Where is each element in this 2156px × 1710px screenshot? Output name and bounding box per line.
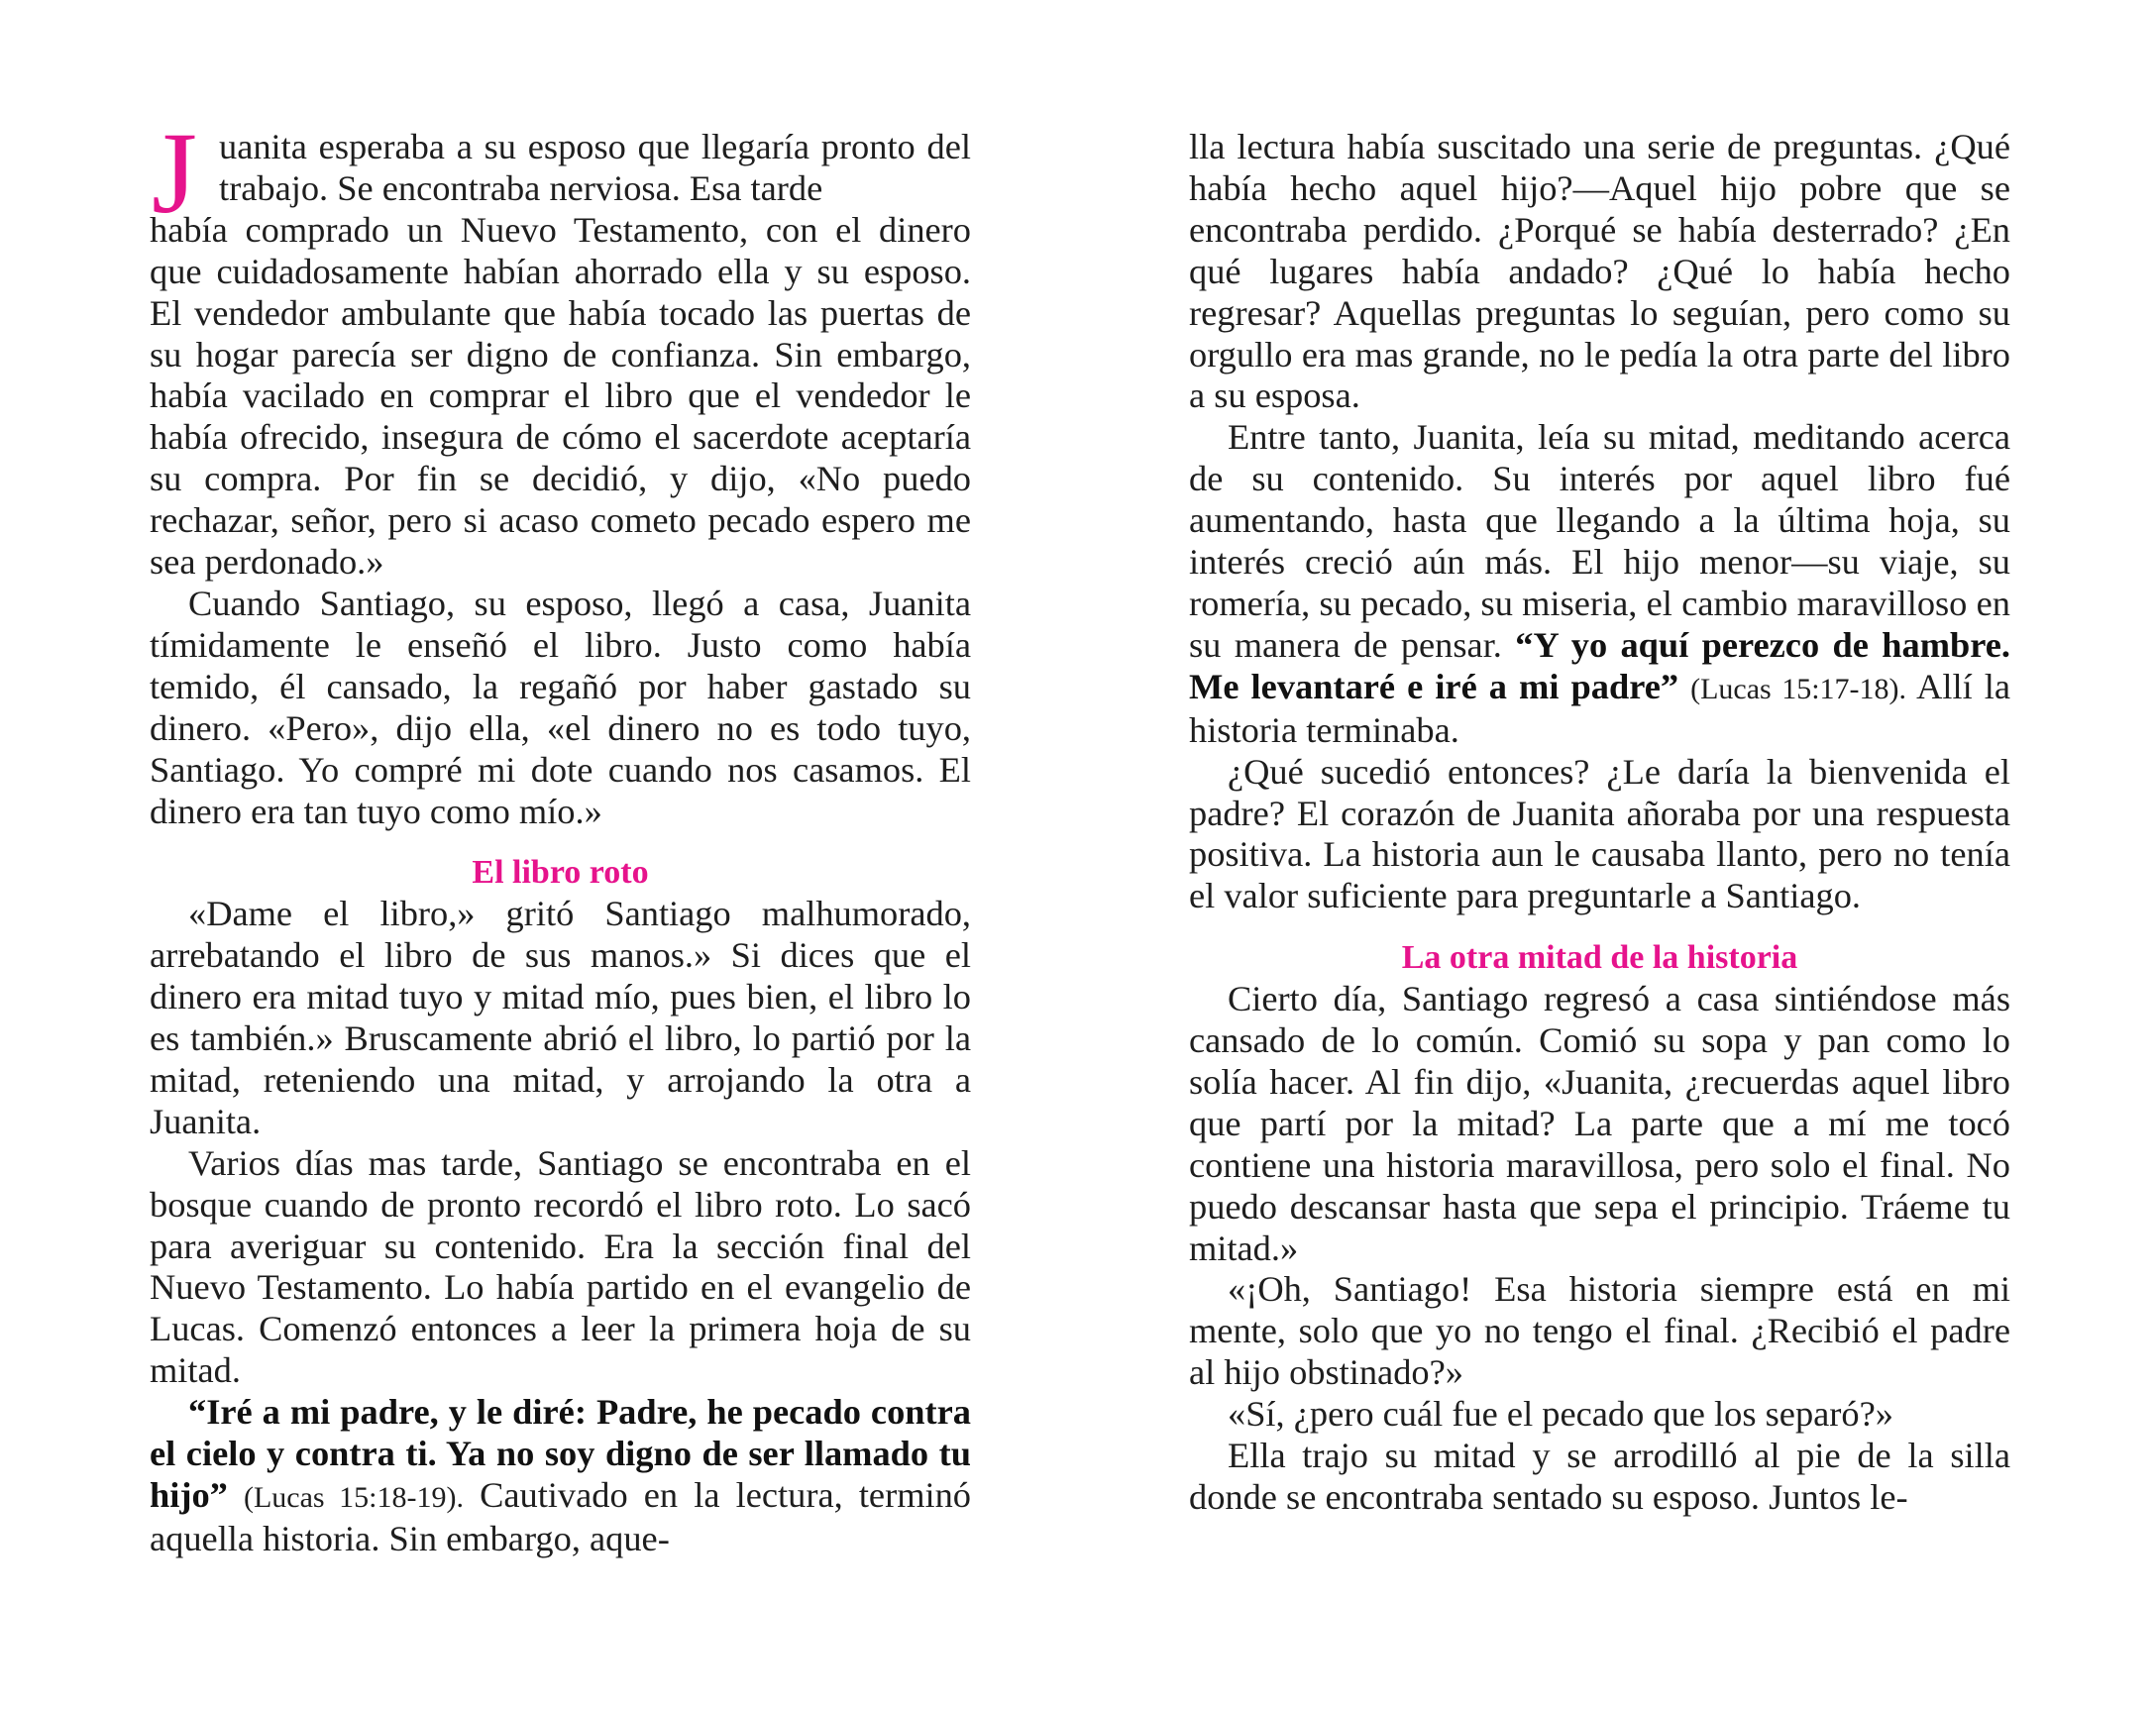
opening-paragraph-rest: había comprado un Nuevo Testamento, con el dinero que cuidadosamente habían ahorrado ella y su esposo. El vendedor ambulante que había tocado las puertas de su hogar parecía ser digno de confianza. Sin embargo, había vacilado en comprar el libro que el vendedor le había ofrecido, insegura de cómo el sacerdote aceptaría su compra. Por fin se decidió, y dijo, «No puedo rechazar, señor, pero si acaso cometo pecado espero me sea perdonado.» <box>150 209 971 583</box>
paragraph-questions: lla lectura había suscitado una serie de preguntas. ¿Qué había hecho aquel hijo?—Aquel hijo pobre que se encontraba perdido. ¿Porqué se había desterrado? ¿En qué lugares había andado? ¿Qué lo había hecho regresar? Aquellas preguntas lo seguían, pero como su orgullo era mas grande, no le pedía la otra parte del libro a su esposa. <box>1189 127 2010 416</box>
citation: (Lucas 15:18-19). <box>243 1481 464 1514</box>
bible-quote: “Iré a mi padre, y le diré: Padre, he pecado contra el cielo y contra ti. Ya no soy digno de ser llamado tu hijo” <box>150 1392 971 1515</box>
bible-quote: “Y yo aquí perezco de hambre. Me levantaré e iré a mi padre” <box>1189 624 2010 706</box>
paragraph-santiago-tired: Cierto día, Santiago regresó a casa sintiéndose más cansado de lo común. Comió su sopa y pan como lo solía hacer. Al fin dijo, «Juanita, ¿recuerdas aquel libro que partí por la mitad? La parte que a mí me tocó contiene una historia maravillosa, pero solo el final. No puedo descansar hasta que sepa el principio. Tráeme tu mitad.» <box>1189 979 2010 1268</box>
paragraph-si-pero: «Sí, ¿pero cuál fue el pecado que los separó?» <box>1228 1394 1893 1435</box>
right-text-column <box>1189 127 2010 1519</box>
paragraph-text: Entre tanto, Juanita, leía su mitad, meditando acerca de su contenido. Su interés por aquel libro fué aumentando, hasta que llegando a la última hoja, su interés creció aún más. El hijo menor—su viaje, su romería, su pecado, su miseria, el cambio maravilloso en su manera de pensar. <box>1189 417 2010 665</box>
paragraph-oh-santiago: «¡Oh, Santiago! Esa historia siempre está en mi mente, solo que yo no tengo el final. ¿Recibió el padre al hijo obstinado?» <box>1189 1269 2010 1393</box>
opening-paragraph <box>150 108 971 584</box>
citation: (Lucas 15:17-18). <box>1690 672 1907 705</box>
paragraph-what-happened: ¿Qué sucedió entonces? ¿Le daría la bienvenida el padre? El corazón de Juanita añoraba por una respuesta positiva. La historia aun le causaba llanto, pero no tenía el valor suficiente para preguntarle a Santiago. <box>1189 751 2010 916</box>
left-text-column <box>150 108 972 1560</box>
paragraph-book-torn: «Dame el libro,» gritó Santiago malhumorado, arrebatando el libro de sus manos.» Si dices que el dinero era mitad tuyo y mitad mío, pues bien, el libro lo es también.» Bruscamente abrió el libro, lo partió por la mitad, reteniendo una mitad, y arrojando la otra a Juanita. <box>150 894 971 1141</box>
paragraph-juanita-reads <box>1189 417 2010 751</box>
opening-line-1: uanita esperaba a su esposo que llegaría pronto <box>219 127 916 166</box>
paragraph-quote-luke <box>150 1392 971 1560</box>
paragraph-santiago-arrives: Cuando Santiago, su esposo, llegó a casa, Juanita tímidamente le enseñó el libro. Justo como había temido, él cansado, la regañó por haber gastado su dinero. «Pero», dijo ella, «el dinero no es todo tuyo, Santiago. Yo compré mi dote cuando nos casamos. El dinero era tan tuyo como mío.» <box>150 583 971 831</box>
paragraph-she-kneels: Ella trajo su mitad y se arrodilló al pie de la silla donde se encontraba sentado su esposo. Juntos le- <box>1189 1436 2010 1517</box>
drop-cap: J <box>152 108 197 238</box>
paragraph-continuation: Cautivado en la lectura, terminó aquella historia. Sin embargo, aque- <box>150 1475 972 1558</box>
paragraph-forest: Varios días mas tarde, Santiago se encontraba en el bosque cuando de pronto recordó el libro roto. Lo sacó para averiguar su contenido. Era la sección final del Nuevo Testamento. Lo había partido en el evangelio de Lucas. Comenzó entonces a leer la primera hoja de su mitad. <box>150 1142 971 1391</box>
paragraph-end: Allí la historia terminaba. <box>1189 666 2011 750</box>
right-page <box>1078 0 2156 1710</box>
section-heading-la-otra-mitad: La otra mitad de la historia <box>1401 939 1798 977</box>
section-heading-el-libro-roto: El libro roto <box>472 854 649 892</box>
opening-line-2: del trabajo. Se encontraba nerviosa. Esa tarde <box>219 127 971 208</box>
